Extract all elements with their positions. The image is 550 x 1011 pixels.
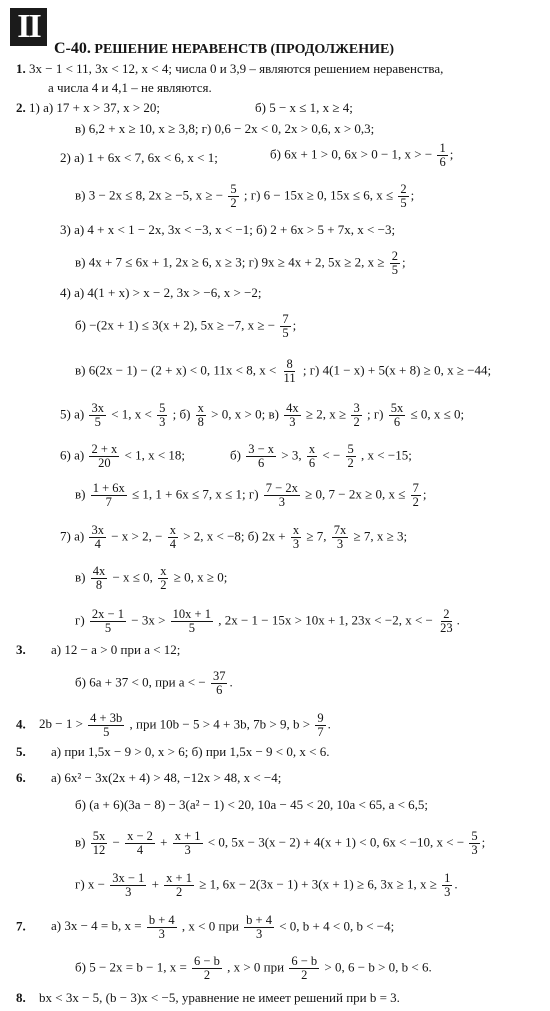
problem-2-5: 5) а) $\frac{3x}{5}$ < 1, x < $\frac{5}{3}$ ; б) $\frac{x}{8}$ > 0, x > 0; в) $\frac{4x}{3}$ ≥ 2, x ≥ $\frac{3}{2}$ ; г) $\frac{5x}{6}$ ≤ 0, x ≤ 0; bbox=[60, 401, 465, 429]
problem-2-line-1b: б) 5 − x ≤ 1, x ≥ 4; bbox=[255, 100, 353, 115]
problem-8: 8. bx < 3x − 5, (b − 3)x < −5, уравнение не имеет решений при b = 3. bbox=[16, 990, 400, 1005]
problem-7-b: б) 5 − 2x = b − 1, x = $\frac{6 - b}{2}$ , x > 0 при $\frac{6 - b}{2}$ > 0, 6 − b > 0, b < 6. bbox=[75, 954, 432, 982]
problem-1-line-2: а числа 4 и 4,1 – не являются. bbox=[48, 80, 212, 95]
problem-2-6b: б) $\frac{3 - x}{6}$ > 3, $\frac{x}{6}$ < − $\frac{5}{2}$ , x < −15; bbox=[230, 442, 412, 470]
problem-6-b: б) (a + 6)(3a − 8) − 3(a² − 1) < 20, 10a − 45 < 20, 10a < 65, a < 6,5; bbox=[75, 797, 429, 812]
problem-2-7a: 7) а) $\frac{3x}{4}$ − x > 2, − $\frac{x}{4}$ > 2, x < −8; б) 2x + $\frac{x}{3}$ ≥ 7, $\frac{7x}{3}$ ≥ 7, x ≥ 3; bbox=[60, 523, 408, 551]
problem-1-line-1: 1. 3x − 1 < 11, 3x < 12, x < 4; числа 0 и 3,9 – являются решением неравенства, bbox=[16, 61, 444, 76]
problem-4: 4. 2b − 1 > $\frac{4 + 3b}{5}$ , при 10b − 5 > 4 + 3b, 7b > 9, b > $\frac{9}{7}$ . bbox=[16, 711, 331, 739]
problem-2-line-2: в) 6,2 + x ≥ 10, x ≥ 3,8; г) 0,6 − 2x < 0, 2x > 0,6, x > 0,3; bbox=[75, 121, 375, 136]
problem-2-3v: в) 4x + 7 ≤ 6x + 1, 2x ≥ 6, x ≥ 3; г) 9x ≥ 4x + 2, 5x ≥ 2, x ≥ $\frac{2}{5}$ ; bbox=[75, 249, 406, 277]
problem-2-7v: в) $\frac{4x}{8}$ − x ≤ 0, $\frac{x}{2}$ ≥ 0, x ≥ 0; bbox=[75, 564, 228, 592]
problem-6-v: в) $\frac{5x}{12}$ − $\frac{x - 2}{4}$ + $\frac{x + 1}{3}$ < 0, 5x − 3(x − 2) + 4(x + 1) < 0, 6x < −10, x < − $\frac{5}{3}$ ; bbox=[75, 829, 486, 857]
problem-2-4v: в) 6(2x − 1) − (2 + x) < 0, 11x < 8, x < $\frac{8}{11}$ ; г) 4(1 − x) + 5(x + 8) ≥ 0, x ≥ −44; bbox=[75, 357, 492, 385]
page-title bbox=[54, 40, 394, 58]
problem-5: 5. а) при 1,5x − 9 > 0, x > 6; б) при 1,5x − 9 < 0, x < 6. bbox=[16, 744, 330, 759]
problem-2-4b: б) −(2x + 1) ≤ 3(x + 2), 5x ≥ −7, x ≥ − $\frac{7}{5}$ ; bbox=[75, 312, 297, 340]
problem-3-b: б) 6a + 37 < 0, при a < − $\frac{37}{6}$ . bbox=[75, 669, 233, 697]
problem-6-a: 6. а) 6x² − 3x(2x + 4) > 48, −12x > 48, x < −4; bbox=[16, 770, 282, 785]
exercise-code: С-40. bbox=[54, 40, 91, 57]
problem-2-2b: б) 6x + 1 > 0, 6x > 0 − 1, x > − $\frac{1}{6}$ ; bbox=[270, 141, 454, 169]
problem-2-6a: 6) а) $\frac{2 + x}{20}$ < 1, x < 18; bbox=[60, 442, 186, 470]
problem-7-a: 7. а) 3x − 4 = b, x = $\frac{b + 4}{3}$ , x < 0 при $\frac{b + 4}{3}$ < 0, b + 4 < 0, b < −4; bbox=[16, 913, 395, 941]
section-badge: II bbox=[10, 8, 47, 46]
problem-2-line-1: 2. 1) а) 17 + x > 37, x > 20; bbox=[16, 100, 161, 115]
exercise-title: РЕШЕНИЕ НЕРАВЕНСТВ (ПРОДОЛЖЕНИЕ) bbox=[94, 42, 394, 57]
problem-2-4a: 4) а) 4(1 + x) > x − 2, 3x > −6, x > −2; bbox=[60, 285, 262, 300]
problem-6-g: г) x − $\frac{3x - 1}{3}$ + $\frac{x + 1}{2}$ ≥ 1, 6x − 2(3x − 1) + 3(x + 1) ≥ 6, 3x ≥ 1, x ≥ $\frac{1}{3}$ . bbox=[75, 871, 458, 899]
problem-2-3: 3) а) 4 + x < 1 − 2x, 3x < −3, x < −1; б) 2 + 6x > 5 + 7x, x < −3; bbox=[60, 222, 396, 237]
problem-2-7g: г) $\frac{2x - 1}{5}$ − 3x > $\frac{10x + 1}{5}$ , 2x − 1 − 15x > 10x + 1, 23x < −2, x < − $\frac{2}{23}$ . bbox=[75, 607, 460, 635]
problem-2-2v: в) 3 − 2x ≤ 8, 2x ≥ −5, x ≥ − $\frac{5}{2}$ ; г) 6 − 15x ≥ 0, 15x ≤ 6, x ≤ $\frac{2}{5}$ ; bbox=[75, 182, 415, 210]
problem-3-a: 3. а) 12 − a > 0 при a < 12; bbox=[16, 642, 181, 657]
problem-2-2a: 2) а) 1 + 6x < 7, 6x < 6, x < 1; bbox=[60, 150, 218, 165]
problem-2-6v: в) $\frac{1 + 6x}{7}$ ≤ 1, 1 + 6x ≤ 7, x ≤ 1; г) $\frac{7 - 2x}{3}$ ≥ 0, 7 − 2x ≥ 0, x ≤ $\frac{7}{2}$ ; bbox=[75, 481, 427, 509]
